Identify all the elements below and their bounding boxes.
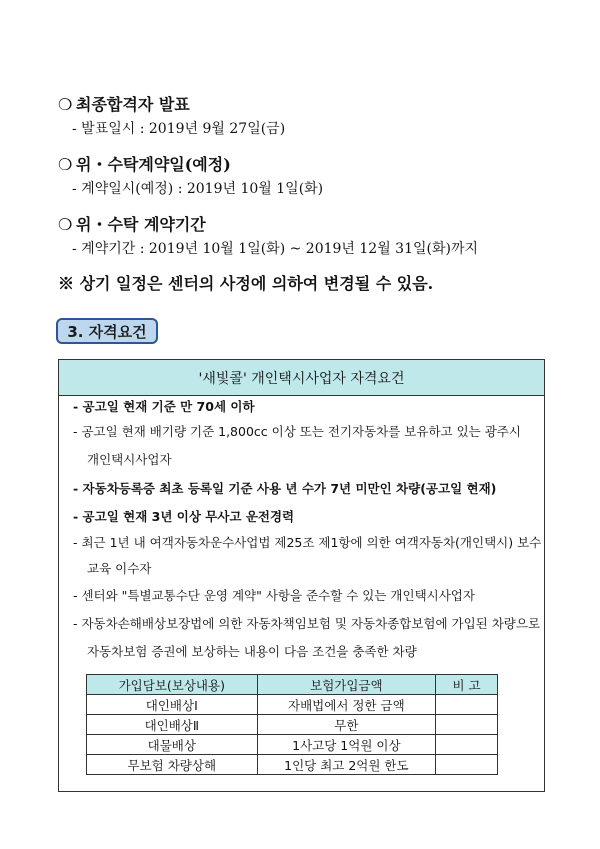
table-cell: 1인당 최고 2억원 한도 — [257, 755, 436, 775]
table-cell: 대인배상Ⅱ — [87, 715, 258, 735]
schedule-heading-contract-period — [58, 212, 206, 235]
requirement-item-continued: 개인택시사업자 — [87, 452, 172, 467]
column-header: 보험가입금액 — [257, 675, 436, 695]
column-header: 가입담보(보상내용) — [87, 675, 258, 695]
insurance-requirements-table — [86, 674, 498, 775]
requirement-item-continued: 교육 이수자 — [87, 561, 152, 576]
table-cell: 1사고당 1억원 이상 — [257, 735, 436, 755]
schedule-heading-final-result — [58, 92, 190, 115]
circle-bullet-icon: ❍ — [58, 95, 73, 114]
table-cell: 대인배상Ⅰ — [87, 695, 258, 715]
table-cell: 무한 — [257, 715, 436, 735]
table-cell: 자배법에서 정한 금액 — [257, 695, 436, 715]
table-header-row — [87, 675, 498, 695]
table-cell — [436, 715, 498, 735]
schedule-detail-contract-period: - 계약기간 : 2019년 10월 1일(화) ~ 2019년 12월 31일(화)까지 — [72, 241, 479, 257]
requirement-item-continued: 자동차보험 증권에 보상하는 내용이 다음 조건을 충족한 차량 — [87, 644, 417, 659]
table-row — [87, 755, 498, 775]
circle-bullet-icon: ❍ — [58, 155, 73, 174]
column-header: 비 고 — [436, 675, 498, 695]
schedule-change-notice: ※ 상기 일정은 센터의 사정에 의하여 변경될 수 있음. — [58, 274, 434, 293]
table-cell — [436, 695, 498, 715]
requirement-item: - 자동차등록증 최초 등록일 기준 사용 년 수가 7년 미만인 차량(공고일 현재) — [73, 481, 497, 496]
schedule-title: 위・수탁계약일(예정) — [76, 155, 231, 174]
table-cell — [436, 735, 498, 755]
requirement-item: - 자동차손해배상보장법에 의한 자동차책임보험 및 자동차종합보험에 가입된 차량으로 — [73, 616, 541, 631]
requirement-item: - 공고일 현재 3년 이상 무사고 운전경력 — [73, 509, 295, 524]
schedule-title: 위・수탁 계약기간 — [76, 215, 206, 234]
table-cell — [436, 755, 498, 775]
requirement-item: - 센터와 "특별교통수단 운영 계약" 사항을 준수할 수 있는 개인택시사업자 — [73, 588, 475, 603]
schedule-detail-contract-date: - 계약일시(예정) : 2019년 10월 1일(화) — [72, 181, 324, 197]
schedule-title: 최종합격자 발표 — [76, 95, 190, 114]
table-row — [87, 715, 498, 735]
requirement-item: - 공고일 현재 배기량 기준 1,800cc 이상 또는 전기자동차를 보유하고 있는 광주시 — [73, 424, 521, 439]
schedule-detail-final-result: - 발표일시 : 2019년 9월 27일(금) — [72, 121, 286, 137]
section-heading-qualifications: 3. 자격요건 — [56, 318, 158, 344]
table-row — [87, 735, 498, 755]
requirements-title: '새빛콜' 개인택시사업자 자격요건 — [59, 360, 544, 396]
requirement-item: - 최근 1년 내 여객자동차운수사업법 제25조 제1항에 의한 여객자동차(개인택시) 보수 — [73, 535, 542, 550]
table-row — [87, 695, 498, 715]
table-cell: 대물배상 — [87, 735, 258, 755]
requirement-item: - 공고일 현재 기준 만 70세 이하 — [73, 399, 255, 414]
table-cell: 무보험 차량상해 — [87, 755, 258, 775]
schedule-heading-contract-date — [58, 152, 231, 175]
circle-bullet-icon: ❍ — [58, 215, 73, 234]
